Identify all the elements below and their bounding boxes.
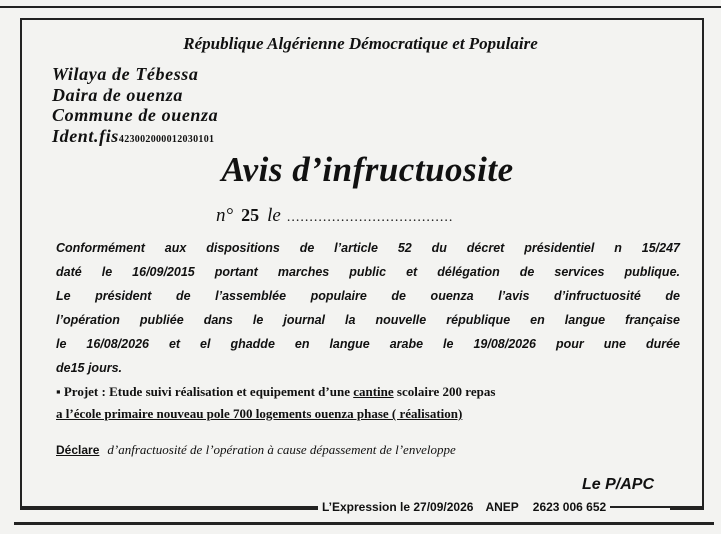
ident-number: 423002000012030101 bbox=[118, 133, 215, 145]
project-label: Projet : bbox=[63, 384, 106, 399]
ident-label: Ident.fis bbox=[52, 125, 119, 146]
project-line-1 bbox=[56, 381, 696, 403]
reference-line bbox=[216, 205, 453, 227]
project-block bbox=[56, 381, 696, 425]
reference-number: 25 bbox=[241, 205, 260, 225]
republic-header: République Algérienne Démocratique et Populaire bbox=[183, 34, 538, 53]
project-text-b: cantine bbox=[353, 384, 394, 399]
publication-source: L’Expression le 27/09/2026 bbox=[322, 500, 474, 514]
date-dots: ..................................... bbox=[286, 210, 454, 225]
body-line: le 16/08/2026 et el ghadde en langue arabe le 19/08/2026 pour une durée bbox=[56, 337, 680, 351]
daira-line: Daira de ouenza bbox=[52, 84, 184, 105]
top-rule bbox=[0, 6, 721, 8]
commune-line: Commune de ouenza bbox=[52, 105, 219, 125]
ident-line bbox=[52, 126, 218, 151]
body-line: l’opération publiée dans le journal la nouvelle république en langue française bbox=[56, 313, 680, 327]
body-line: daté le 16/09/2015 portant marches public et délégation de services publique. bbox=[56, 265, 680, 279]
notice-body bbox=[56, 236, 680, 380]
date-label: le bbox=[267, 205, 281, 226]
body-line: de15 jours. bbox=[56, 361, 122, 375]
footer-rule-right bbox=[670, 507, 704, 510]
declaration-line bbox=[56, 442, 456, 458]
publication-footer bbox=[318, 500, 610, 514]
declare-label: Déclare bbox=[56, 443, 100, 457]
notice-title: Avis d’infructuosite bbox=[221, 150, 514, 189]
project-text-a: Etude suivi réalisation et equipement d’une bbox=[109, 384, 350, 399]
agency-code: 2623 006 652 bbox=[532, 500, 607, 514]
administration-block bbox=[52, 64, 218, 150]
declare-text: d’anfractuosité de l’opération à cause dépassement de l’enveloppe bbox=[107, 442, 456, 457]
agency-name: ANEP bbox=[485, 500, 519, 514]
footer-rule-left bbox=[20, 507, 320, 510]
body-line: Conformément aux dispositions de l’article 52 du décret présidentiel n 15/247 bbox=[56, 241, 680, 255]
reference-prefix: n° bbox=[216, 205, 234, 226]
body-line: Le président de l’assemblée populaire de ouenza l’avis d’infructuosité de bbox=[56, 289, 680, 303]
bottom-rule bbox=[14, 522, 714, 525]
wilaya-line: Wilaya de Tébessa bbox=[52, 64, 199, 84]
project-text-c: scolaire 200 repas bbox=[396, 384, 496, 399]
bullet-icon: ▪ bbox=[56, 384, 61, 399]
signature: Le P/APC bbox=[582, 476, 655, 493]
project-line-2: a l’école primaire nouveau pole 700 logements ouenza phase ( réalisation) bbox=[56, 406, 463, 421]
